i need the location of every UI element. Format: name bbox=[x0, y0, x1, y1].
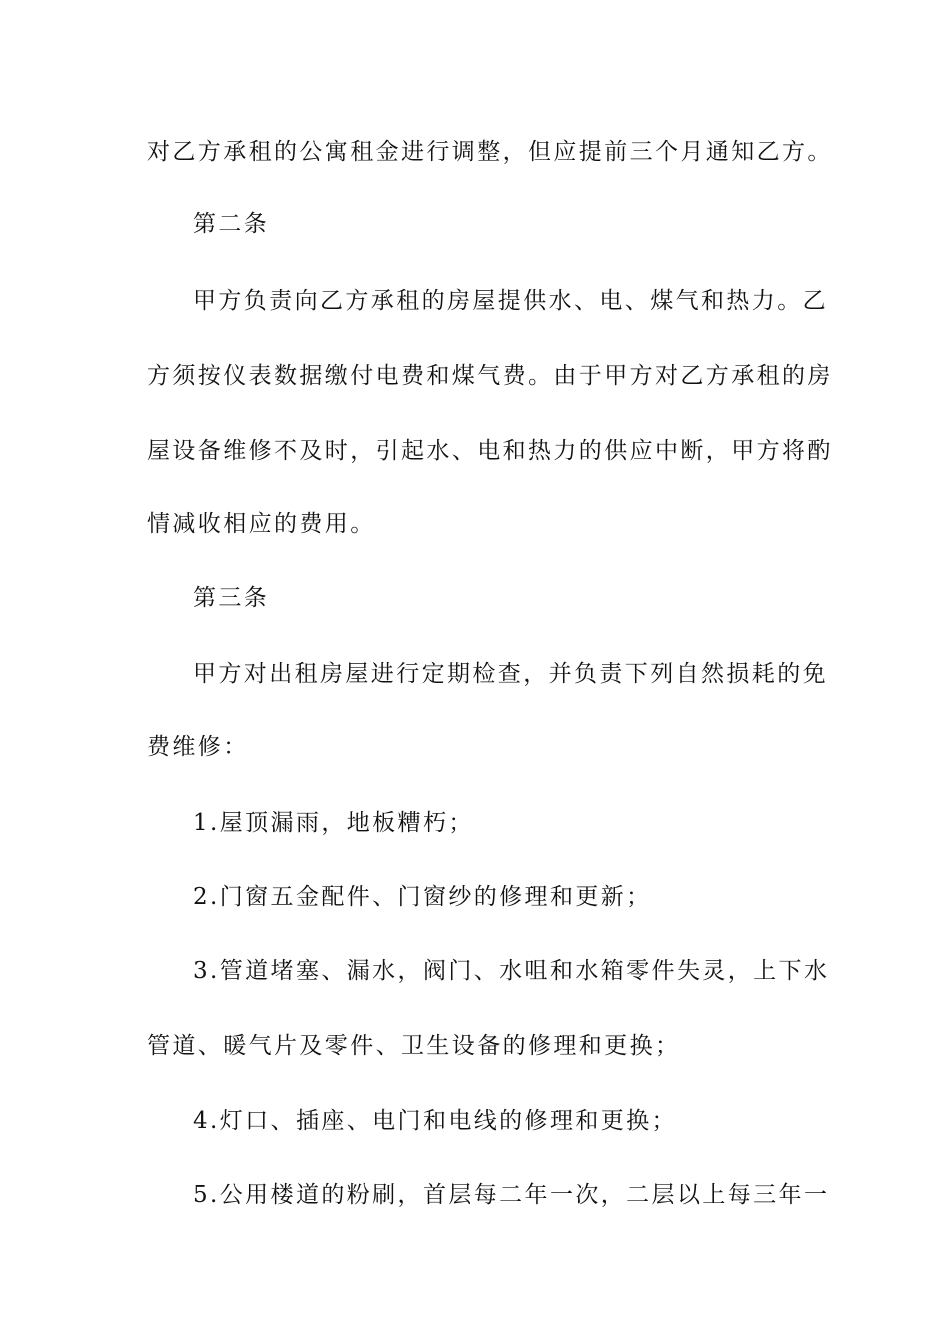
list-item-3: 3.管道堵塞、漏水，阀门、水咀和水箱零件失灵，上下水 bbox=[193, 958, 830, 984]
text-line: 方须按仪表数据缴付电费和煤气费。由于甲方对乙方承租的房 bbox=[147, 363, 833, 389]
text-line: 费维修： bbox=[147, 734, 249, 760]
article-heading-3: 第三条 bbox=[193, 585, 270, 611]
list-item-1: 1.屋顶漏雨，地板糟朽； bbox=[193, 810, 474, 836]
text-line: 对乙方承租的公寓租金进行调整，但应提前三个月通知乙方。 bbox=[147, 139, 833, 165]
list-item-2: 2.门窗五金配件、门窗纱的修理和更新； bbox=[193, 884, 652, 910]
text-line: 屋设备维修不及时，引起水、电和热力的供应中断，甲方将酌 bbox=[147, 438, 833, 464]
text-line: 情减收相应的费用。 bbox=[147, 511, 376, 537]
text-line: 甲方对出租房屋进行定期检查，并负责下列自然损耗的免 bbox=[193, 661, 828, 687]
list-item-4: 4.灯口、插座、电门和电线的修理和更换； bbox=[193, 1108, 677, 1134]
list-item-5: 5.公用楼道的粉刷，首层每二年一次，二层以上每三年一 bbox=[193, 1182, 830, 1208]
text-line: 管道、暖气片及零件、卫生设备的修理和更换； bbox=[147, 1033, 681, 1059]
text-line: 甲方负责向乙方承租的房屋提供水、电、煤气和热力。乙 bbox=[193, 288, 828, 314]
article-heading-2: 第二条 bbox=[193, 211, 270, 237]
